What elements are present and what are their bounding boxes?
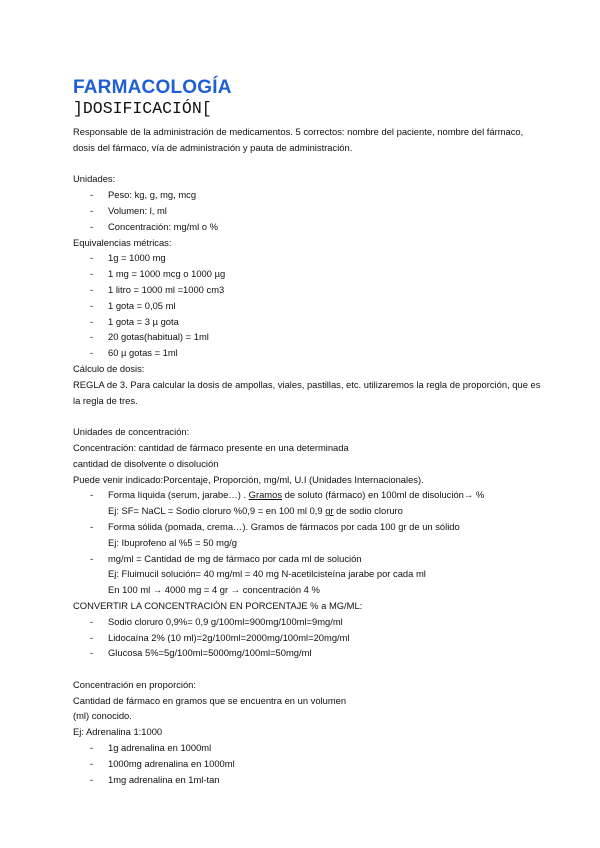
proportion-heading: Concentración en proporción: [73,678,196,690]
equivalence-item: - 1g = 1000 mg [73,250,543,266]
equivalence-item: - 60 µ gotas = 1ml [73,345,543,361]
liquid-example-text: de sodio cloruro [333,505,403,517]
spacer [73,408,543,424]
units-item: - Volumen: l, ml [73,203,543,219]
liquid-form-example [73,503,543,519]
equivalence-item: - 1 litro = 1000 ml =1000 cm3 [73,282,543,298]
equivalence-item: - 1 gota = 3 µ gota [73,314,543,330]
conc-def-line: cantidad de disolvente o disolución [73,457,219,469]
units-heading: Unidades: [73,173,116,185]
conc-def-line: Concentración: cantidad de fármaco presente en una determinada [73,441,349,453]
convert-item: - Lidocaína 2% (10 ml)=2g/100ml=2000mg/100ml=20mg/ml [73,630,543,646]
spacer [73,661,543,677]
conc-units-heading: Unidades de concentración: [73,426,190,438]
document-body [73,124,543,787]
equivalence-item: - 1 mg = 1000 mcg o 1000 µg [73,266,543,282]
proportion-def-line: Cantidad de fármaco en gramos que se encuentra en un volumen [73,694,347,706]
document-title: FARMACOLOGÍA [73,77,232,98]
equivalence-item: - 20 gotas(habitual) = 1ml [73,329,543,345]
mgml-example: Ej: Fluimucil solución= 40 mg/ml = 40 mg N-acetilcisteína jarabe por cada ml [108,568,426,580]
liquid-example-underlined: gr [325,505,334,517]
dose-calc-heading: Cálculo de dosis: [73,362,145,374]
convert-item: - Glucosa 5%=5g/100ml=5000mg/100ml=50mg/ml [73,645,543,661]
proportion-example: Ej: Adrenalina 1:1000 [73,726,163,738]
mgml-item: - mg/ml = Cantidad de mg de fármaco por cada ml de solución [73,551,543,567]
liquid-form-underlined: Gramos [248,489,283,501]
intro-paragraph: Responsable de la administración de medicamentos. 5 correctos: nombre del paciente, nombre del fármaco, dosis del fármaco, vía de administración y pauta de administración. [73,126,524,153]
proportion-item: - 1mg adrenalina en 1ml-tan [73,772,543,788]
units-item: - Concentración: mg/ml o % [73,219,543,235]
mgml-example: En 100 ml → 4000 mg = 4 gr → concentración 4 % [108,584,320,596]
spacer [73,156,543,172]
liquid-example-text: Ej: SF= NaCL = Sodio cloruro %0,9 = en 100 ml 0,9 [108,505,326,517]
liquid-form-item [73,487,543,503]
document-subtitle: ]DOSIFICACIÓN[ [73,99,212,118]
units-item: - Peso: kg, g, mg, mcg [73,187,543,203]
convert-item: - Sodio cloruro 0,9%= 0,9 g/100ml=900mg/100ml=9mg/ml [73,614,543,630]
convert-heading: CONVERTIR LA CONCENTRACIÓN EN PORCENTAJE % a MG/ML: [73,599,363,611]
solid-form-item: - Forma sólida (pomada, crema…). Gramos de fármacos por cada 100 gr de un sólido [73,519,543,535]
conc-indicated-line: Puede venir indicado:Porcentaje, Proporción, mg/ml, U.I (Unidades Internacionales). [73,473,424,485]
dose-calc-text: REGLA de 3. Para calcular la dosis de ampollas, viales, pastillas, etc. utilizaremos la regla de proporción, que es la regla de tres. [73,378,541,406]
solid-form-example: Ej: Ibuprofeno al %5 = 50 mg/g [108,536,237,548]
liquid-form-text: Forma líquida (serum, jarabe…) . [108,489,249,501]
equivalence-item: - 1 gota = 0,05 ml [73,298,543,314]
proportion-item: - 1g adrenalina en 1000ml [73,740,543,756]
liquid-form-text: de soluto (fármaco) en 100ml de disolución→ % [282,489,485,501]
equivalences-heading: Equivalencias métricas: [73,236,172,248]
proportion-item: - 1000mg adrenalina en 1000ml [73,756,543,772]
proportion-def-line: (ml) conocido. [73,710,132,722]
